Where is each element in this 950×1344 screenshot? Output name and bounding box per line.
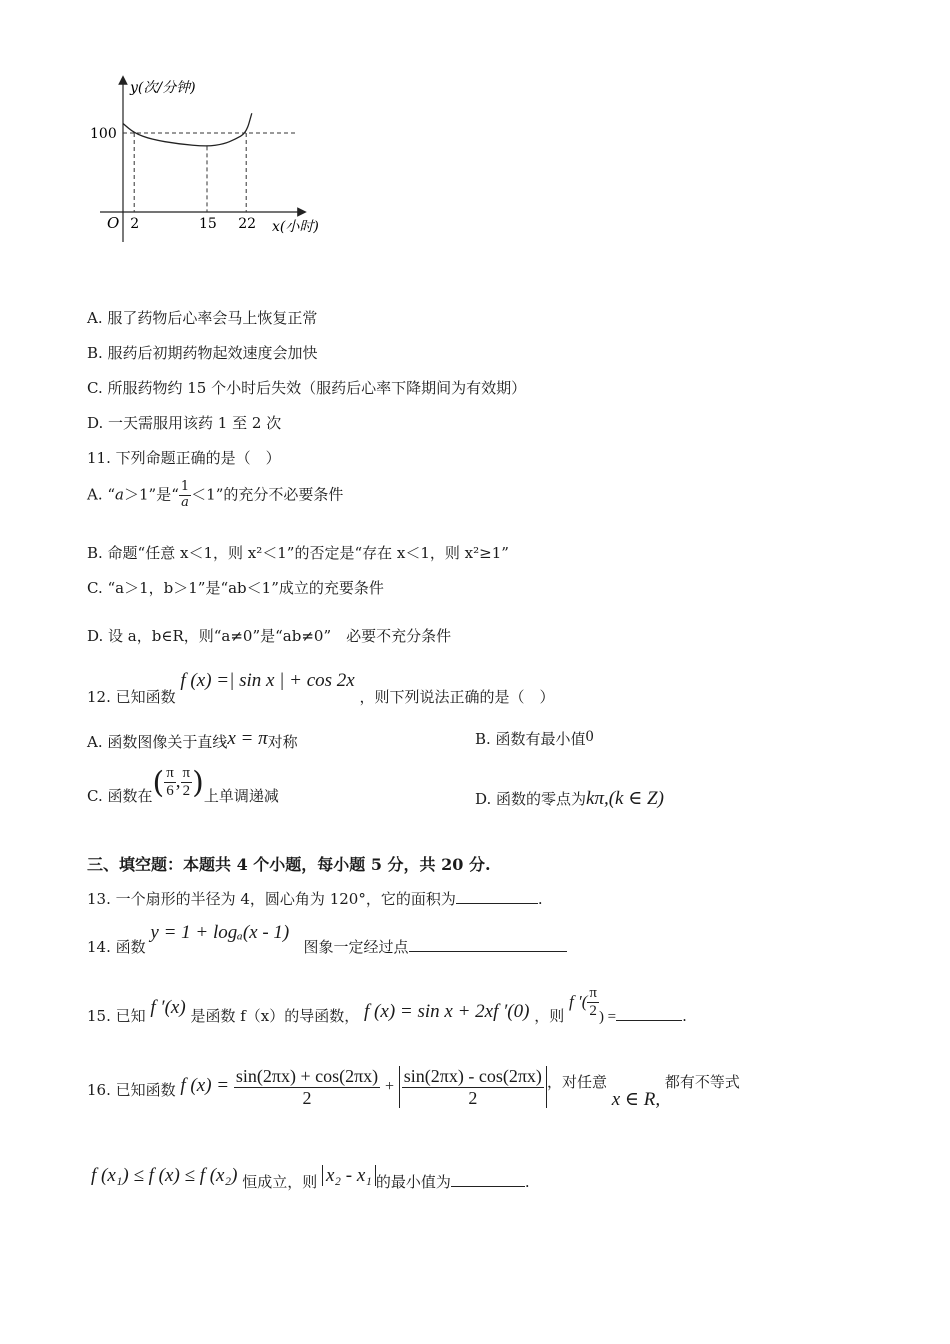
q10-option-c: C. 所服药物约 15 个小时后失效（服药后心率下降期间为有效期） bbox=[87, 379, 527, 397]
q12-formula: f (x) =| sin x | + cos 2x bbox=[180, 670, 355, 691]
y-tick-label: 100 bbox=[90, 126, 117, 142]
q10-option-a: A. 服了药物后心率会马上恢复正常 bbox=[87, 309, 318, 327]
x-axis-label: x(小时) bbox=[272, 219, 319, 235]
q16-line2: f (x₁) ≤ f (x) ≤ f (x₂) 恒成立，则 x₂ - x₁ 的最小值为 . bbox=[91, 1165, 530, 1191]
q12-option-c: C. 函数在( $\frac{\pi}{6}$ , $\frac{\pi}{2}$ )上单调递减 bbox=[87, 765, 279, 805]
origin-label: O bbox=[107, 214, 120, 232]
heart-rate-curve bbox=[123, 113, 252, 146]
q15: 15. 已知 f ′(x) 是函数 f（x）的导函数， f (x) = sin x + 2xf ′(0) ，则 f ′( $\frac{\pi}{2}$ ) = . bbox=[87, 985, 687, 1025]
q12-option-d: D. 函数的零点为kπ,(k ∈ Z) bbox=[475, 788, 664, 809]
q11-option-c: C. “a＞1，b＞1”是“ab＜1”成立的充要条件 bbox=[87, 579, 384, 597]
q12-option-a: A. 函数图像关于直线x = π对称 bbox=[87, 728, 298, 751]
q14: 14. 函数 y = 1 + logₐ(x - 1) 图象一定经过点 bbox=[87, 922, 567, 957]
section-3-heading: 三、填空题：本题共 4 个小题，每小题 5 分，共 20 分. bbox=[87, 855, 491, 874]
heart-rate-chart bbox=[80, 70, 350, 250]
x-tick-label-2: 2 bbox=[130, 216, 140, 232]
q16: 16. 已知函数 f (x) = $\frac{\sin(2\pi x) + \cos(2\pi x)}{2}$ + $\frac{\sin(2\pi x) - \cos(2\pi x)}{2}$ ，对任意 x ∈ R, 都有不等式 bbox=[87, 1066, 740, 1111]
q10-option-b: B. 服药后初期药物起效速度会加快 bbox=[87, 344, 318, 362]
x-tick-label-22: 22 bbox=[238, 216, 257, 232]
q11-option-d: D. 设 a，b∈R，则“a≠0”是“ab≠0” 必要不充分条件 bbox=[87, 627, 452, 645]
q11-option-b: B. 命题“任意 x＜1，则 x²＜1”的否定是“存在 x＜1，则 x²≥1” bbox=[87, 544, 509, 562]
q11-option-a: A. “a＞1”是“ $\frac{1}{a}$ ＜1”的充分不必要条件 bbox=[87, 479, 344, 510]
x-tick-label-15: 15 bbox=[199, 216, 217, 232]
q11-stem: 11. 下列命题正确的是（ ） bbox=[87, 449, 281, 467]
q12-option-b: B. 函数有最小值0 bbox=[475, 728, 594, 748]
y-axis-label: y(次/分钟) bbox=[130, 80, 196, 96]
q10-option-d: D. 一天需服用该药 1 至 2 次 bbox=[87, 414, 282, 432]
q12-stem: 12. 已知函数 f (x) =| sin x | + cos 2x ，则下列说法正确的是（ ） bbox=[87, 670, 555, 706]
q13: 13. 一个扇形的半径为 4，圆心角为 120°，它的面积为 . bbox=[87, 890, 543, 908]
